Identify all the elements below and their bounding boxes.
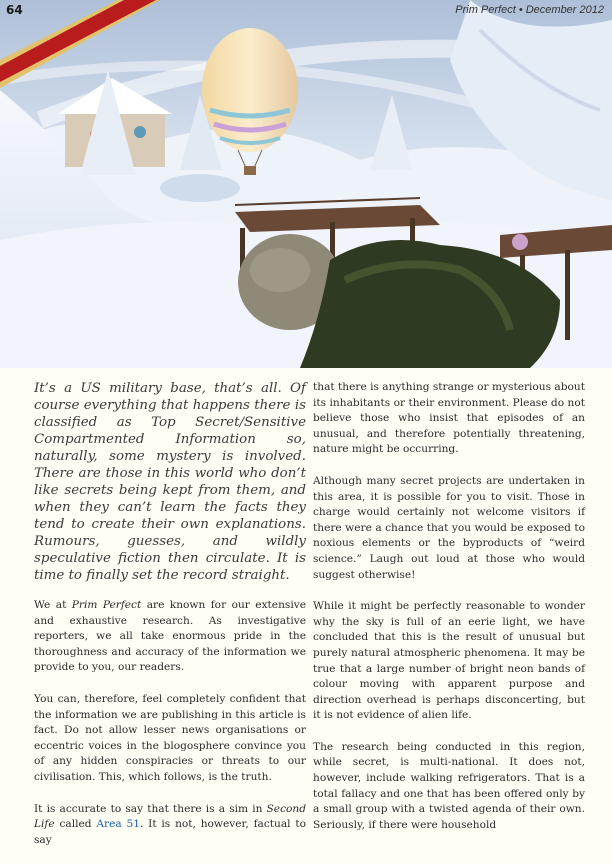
paragraph-2: You can, therefore, feel completely confident that the information we are publishing in this article is fact. Do not allow lesser news organisations or eccentric voices in the blogosphere convince you of any hidden conspiracies or threats to our civilisation. This, which follows, is the truth. [34, 692, 306, 783]
intro-paragraph: It’s a US military base, that’s all. Of course everything that happens there is classified as Top Secret/Sensitive Compartmented Information so, naturally, some mystery is involved. There are those in this world who don’t like secrets being kept from them, and when they can’t learn the facts they tend to create their own explanations. Rumours, guesses, and wildly speculative fiction then circulate. It is time to finally set the record straight. [34, 381, 306, 583]
paragraph-5: Although many secret projects are undertaken in this area, it is possible for you to visit. Those in charge would certainly not welcome visitors if there were a chance that you would be exposed to noxious elements or the byproducts of “weird science.” Laugh out loud at those who would suggest otherwise! [313, 474, 585, 581]
running-header: Prim Perfect • December 2012 [455, 4, 604, 16]
publication-name: Prim Perfect [71, 599, 142, 611]
article-column-left [34, 380, 306, 864]
paragraph-7: The research being conducted in this region, while secret, is multi-national. It does not, however, include walking refrigerators. That is a total fallacy and one that has been offered only by a small group with a twisted agenda of their own. Seriously, if there were household [313, 740, 585, 831]
page-number: 64 [6, 3, 23, 17]
article-column-right [313, 380, 585, 849]
paragraph-6: While it might be perfectly reasonable to wonder why the sky is full of an eerie light, we have concluded that this is the result of unusual but purely natural atmospheric phenomena. It may be true that a large number of bright neon bands of colour moving with apparent purpose and direction overhead is perhaps disconcerting, but it is not evidence of alien life. [313, 600, 585, 722]
paragraph-1: We at Prim Perfect are known for our extensive and exhaustive research. As investigative reporters, we all take enormous pride in the thoroughness and accuracy of the information we provide to you, our readers. [34, 599, 306, 674]
corner-ribbon [0, 0, 160, 95]
paragraph-4: that there is anything strange or mysterious about its inhabitants or their environment. Please do not believe those who insist that episodes of an unusual, and therefore potentially threatening, nature might be occurring. [313, 381, 585, 456]
paragraph-3: It is accurate to say that there is a sim in Second Life called Area 51. It is not, however, factual to say [34, 802, 307, 846]
area-51-link[interactable]: Area 51 [96, 818, 140, 831]
second-life-name: Second Life [34, 802, 306, 831]
